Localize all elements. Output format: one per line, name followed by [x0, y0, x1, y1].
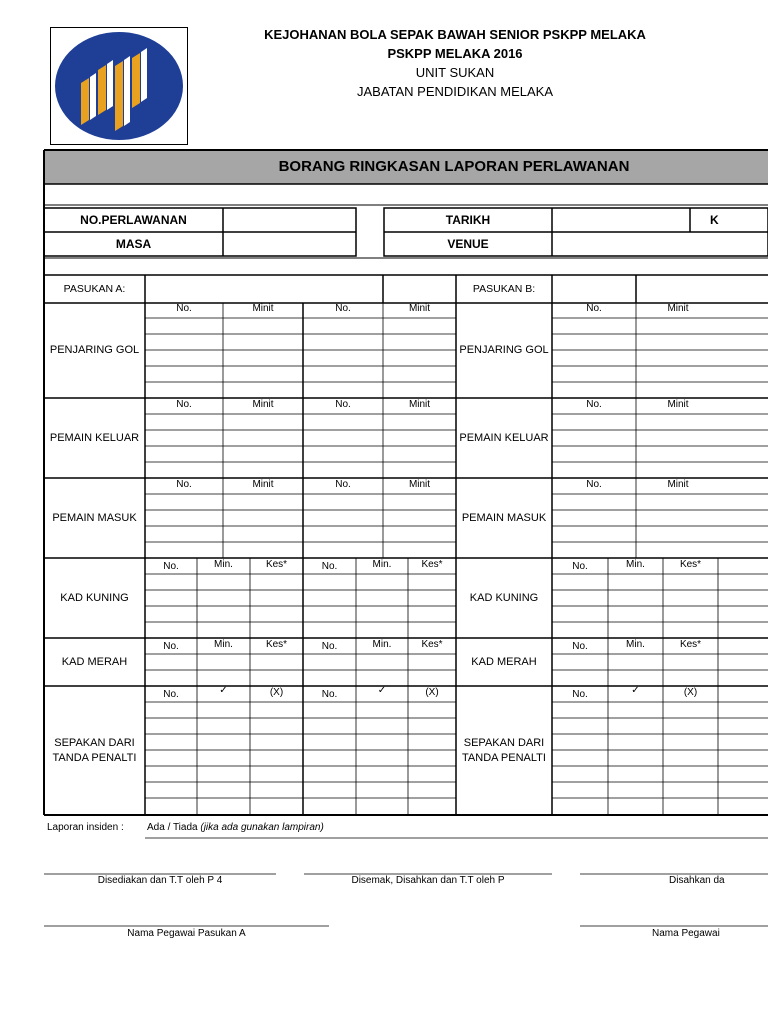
- col-minit: Minit: [667, 479, 689, 490]
- sepakan-line1: SEPAKAN DARI: [463, 736, 545, 749]
- col-no: No.: [572, 689, 588, 700]
- sepakan-line2: TANDA PENALTI: [462, 751, 546, 764]
- laporan-insiden-label: Laporan insiden :: [47, 822, 124, 833]
- sepakan-penalti-label-a: [44, 686, 145, 815]
- col-no: No.: [163, 641, 179, 652]
- pasukan-a-label: PASUKAN A:: [63, 282, 126, 295]
- venue-field[interactable]: [552, 232, 768, 256]
- col-min: Min.: [214, 639, 233, 650]
- col-no: No.: [176, 303, 192, 314]
- nama-pegawai-b: Nama Pegawai: [652, 928, 720, 939]
- col-no: No.: [321, 561, 338, 572]
- venue-label: VENUE: [447, 237, 489, 251]
- ada-tiada-note: (jika ada gunakan lampiran): [200, 822, 324, 833]
- department-name: JABATAN PENDIDIKAN MELAKA: [356, 84, 553, 99]
- kad-kuning-label-b: KAD KUNING: [469, 591, 539, 604]
- event-title: KEJOHANAN BOLA SEPAK BAWAH SENIOR PSKPP MELAKA: [264, 27, 646, 42]
- masa-label: MASA: [115, 237, 152, 251]
- kad-merah-label-b: KAD MERAH: [471, 655, 537, 668]
- col-kes: Kes*: [679, 559, 702, 570]
- col-no: No.: [335, 399, 351, 410]
- col-no: No.: [572, 641, 588, 652]
- col-no: No.: [335, 479, 351, 490]
- col-no: No.: [163, 561, 179, 572]
- col-no: No.: [321, 641, 338, 652]
- kad-merah-label-a: KAD MERAH: [61, 655, 128, 668]
- penjaring-gol-label-b: PENJARING GOL: [459, 344, 549, 356]
- sepakan-line1: SEPAKAN DARI: [54, 736, 135, 749]
- col-minit: Minit: [252, 399, 274, 410]
- no-perlawanan-label: NO.PERLAWANAN: [80, 213, 187, 227]
- tarikh-label: TARIKH: [445, 213, 491, 227]
- signature-disediakan: Disediakan dan T.T oleh P 4: [97, 875, 223, 886]
- penjaring-gol-label-a: PENJARING GOL: [49, 344, 140, 356]
- ada-tiada-field[interactable]: [147, 822, 324, 833]
- tick-icon: ✓: [219, 685, 228, 696]
- col-no: No.: [321, 689, 338, 700]
- col-no: No.: [176, 479, 192, 490]
- col-minit: Minit: [252, 479, 274, 490]
- no-perlawanan-field[interactable]: [223, 208, 356, 232]
- tarikh-field[interactable]: [552, 208, 690, 232]
- sepakan-line2: TANDA PENALTI: [52, 751, 137, 764]
- event-subtitle: PSKPP MELAKA 2016: [387, 46, 523, 61]
- col-no: No.: [572, 561, 588, 572]
- col-x: (X): [425, 687, 439, 698]
- col-kes: Kes*: [265, 639, 288, 650]
- col-minit: Minit: [408, 399, 431, 410]
- pemain-masuk-label-a: PEMAIN MASUK: [52, 511, 137, 524]
- pasukan-a-field[interactable]: [145, 275, 383, 303]
- pasukan-b-field[interactable]: [636, 275, 768, 303]
- col-min: Min.: [214, 559, 233, 570]
- pemain-keluar-label-a: PEMAIN KELUAR: [49, 431, 140, 444]
- col-no: No.: [176, 399, 192, 410]
- col-min: Min.: [372, 559, 392, 570]
- pasukan-b-label: PASUKAN B:: [472, 282, 536, 295]
- col-minit: Minit: [667, 303, 689, 314]
- col-no: No.: [335, 303, 351, 314]
- col-x: (X): [683, 687, 698, 698]
- pemain-masuk-label-b: PEMAIN MASUK: [461, 511, 547, 524]
- col-kes: Kes*: [265, 559, 288, 570]
- col-x: (X): [269, 687, 284, 698]
- ada-tiada-text: Ada / Tiada: [147, 822, 198, 833]
- cut-label: K: [710, 213, 719, 227]
- col-min: Min.: [626, 639, 645, 650]
- col-kes: Kes*: [421, 559, 443, 570]
- col-kes: Kes*: [679, 639, 702, 650]
- tick-icon: ✓: [377, 685, 387, 696]
- col-no: No.: [586, 479, 602, 490]
- col-no: No.: [586, 303, 602, 314]
- col-no: No.: [586, 399, 602, 410]
- form-title: BORANG RINGKASAN LAPORAN PERLAWANAN: [278, 158, 630, 175]
- col-minit: Minit: [408, 303, 431, 314]
- sepakan-penalti-label-b: [456, 686, 552, 815]
- col-min: Min.: [372, 639, 392, 650]
- pemain-keluar-label-b: PEMAIN KELUAR: [459, 431, 549, 444]
- signature-disemak: Disemak, Disahkan dan T.T oleh P: [351, 875, 505, 886]
- col-kes: Kes*: [421, 639, 443, 650]
- col-no: No.: [163, 689, 179, 700]
- col-minit: Minit: [252, 303, 274, 314]
- unit-name: UNIT SUKAN: [415, 65, 495, 80]
- signature-disahkan: Disahkan da: [669, 875, 725, 886]
- col-minit: Minit: [667, 399, 689, 410]
- nama-pegawai-a: Nama Pegawai Pasukan A: [127, 928, 246, 939]
- masa-field[interactable]: [223, 232, 356, 256]
- tick-icon: ✓: [631, 685, 640, 696]
- col-minit: Minit: [408, 479, 431, 490]
- kad-kuning-label-a: KAD KUNING: [60, 591, 129, 604]
- col-min: Min.: [626, 559, 645, 570]
